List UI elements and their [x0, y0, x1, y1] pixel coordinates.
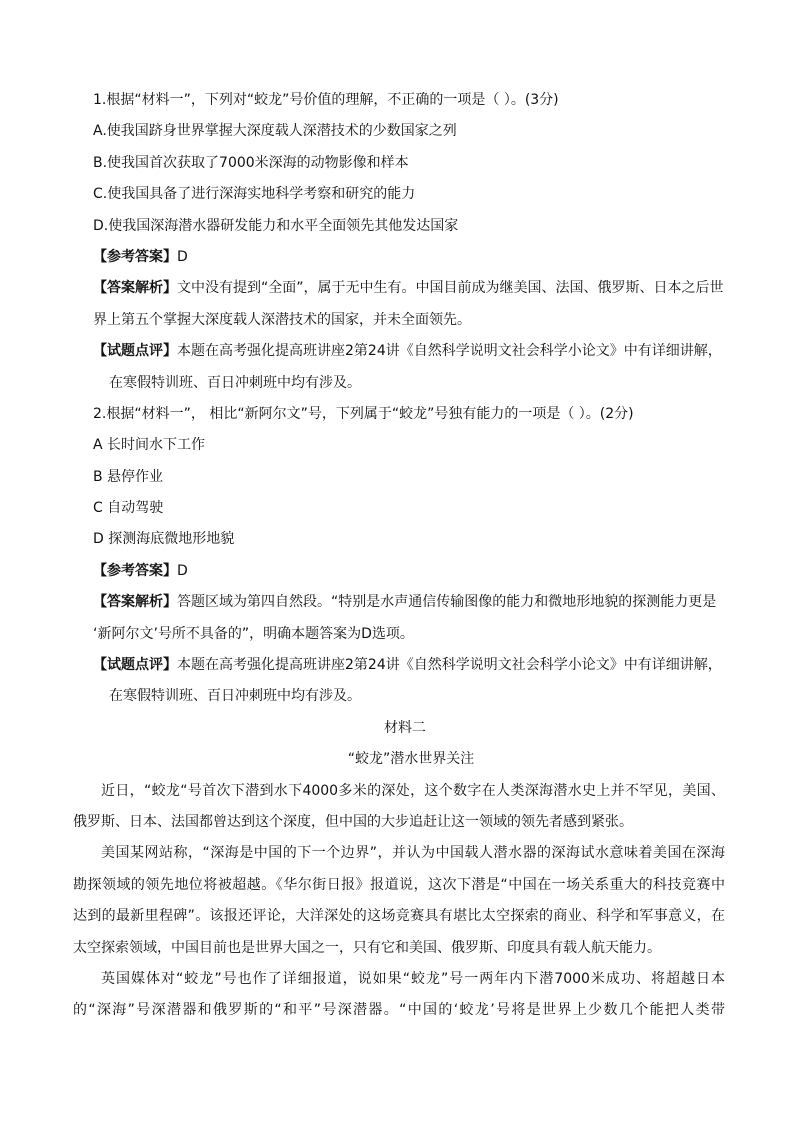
- paragraph-line: 达到的最新里程碑”。该报还评论，大洋深处的这场竞赛具有堪比太空探索的商业、科学和军事意义，在: [73, 908, 725, 925]
- q2-option-a: A 长时间水下工作: [93, 437, 206, 454]
- q1-answer: [0, 242, 725, 273]
- q1-comment: [0, 336, 725, 367]
- q2-analysis-cont: ‘新阿尔文’号所不具备的”，明确本题答案为D选项。: [93, 625, 414, 642]
- comment-text: 本题在高考强化提高班讲座2第24讲《自然科学说明文社会科学小论文》中有详细讲解，: [177, 657, 722, 674]
- paragraph-line: 勘探领域的领先地位将被超越。《华尔街日报》报道说，这次下潜是“中国在一场关系重大的科技竞赛中: [73, 876, 725, 893]
- answer-value: D: [177, 248, 188, 265]
- answer-value: D: [177, 562, 188, 579]
- q1-option-c: C.使我国具备了进行深海实地科学考察和研究的能力: [93, 186, 416, 203]
- comment-text: 本题在高考强化提高班讲座2第24讲《自然科学说明文社会科学小论文》中有详细讲解，: [177, 343, 722, 360]
- q2-analysis: [0, 587, 725, 618]
- paragraph-line: 俄罗斯、日本、法国都曾达到这个深度，但中国的大步追赶让这一领域的领先者感到紧张。: [73, 813, 633, 830]
- q2-stem: 2.根据“材料一”， 相比“新阿尔文”号，下列属于“蛟龙”号独有能力的一项是（ ）。(2分): [93, 405, 634, 422]
- material2-title: “蛟龙”潜水世界关注: [347, 751, 475, 768]
- q1-comment-cont: 在寒假特训班、百日冲刺班中均有涉及。: [109, 374, 361, 391]
- comment-label: 【试题点评】: [93, 343, 177, 360]
- analysis-label: 【答案解析】: [93, 280, 177, 297]
- q2-answer: [0, 556, 725, 587]
- analysis-text: 答题区域为第四自然段。“特别是水声通信传输图像的能力和微地形地貌的探测能力更是: [177, 594, 717, 611]
- paragraph-line: 近日，“蛟龙“号首次下潜到水下4000多米的深处，这个数字在人类深海潜水史上并不罕见，美国、: [101, 782, 725, 799]
- document-page: [0, 85, 794, 1027]
- analysis-text: 文中没有提到“全面”，属于无中生有。中国目前成为继美国、法国、俄罗斯、日本之后世: [177, 280, 724, 297]
- comment-label: 【试题点评】: [93, 657, 177, 674]
- paragraph-line: 美国某网站称，“深海是中国的下一个边界”，并认为中国载人潜水器的深海试水意味着美国在深海: [101, 845, 725, 862]
- q2-option-d: D 探测海底微地形地貌: [93, 531, 235, 548]
- q2-comment-cont: 在寒假特训班、百日冲刺班中均有涉及。: [109, 688, 361, 705]
- answer-label: 【参考答案】: [93, 562, 177, 579]
- q1-analysis-cont: 界上第五个掌握大深度载人深潜技术的国家，并未全面领先。: [93, 311, 471, 328]
- q2-option-c: C 自动驾驶: [93, 500, 164, 517]
- paragraph-line: 太空探索领域，中国目前也是世界大国之一，只有它和美国、俄罗斯、印度具有载人航天能力。: [73, 939, 661, 956]
- q1-option-d: D.使我国深海潜水器研发能力和水平全面领先其他发达国家: [93, 217, 459, 234]
- q2-comment: [0, 650, 725, 681]
- paragraph-line: 的“深海”号深潜器和俄罗斯的“和平”号深潜器。“中国的‘蛟龙’号将是世界上少数几个能把人类带: [73, 1002, 725, 1019]
- material2-heading: 材料二: [384, 719, 426, 736]
- analysis-label: 【答案解析】: [93, 594, 177, 611]
- q1-stem: 1.根据“材料一”，下列对“蛟龙”号价值的理解，不正确的一项是（ ）。(3分): [93, 92, 559, 108]
- q1-option-a: A.使我国跻身世界掌握大深度载人深潜技术的少数国家之列: [93, 123, 457, 140]
- paragraph-line: 英国媒体对“蛟龙”号也作了详细报道，说如果“蛟龙”号一两年内下潜7000米成功、将超越日本: [101, 970, 725, 987]
- q2-option-b: B 悬停作业: [93, 468, 164, 485]
- q1-analysis: [0, 273, 725, 304]
- answer-label: 【参考答案】: [93, 248, 177, 265]
- q1-option-b: B.使我国首次获取了7000米深海的动物影像和样本: [93, 154, 409, 171]
